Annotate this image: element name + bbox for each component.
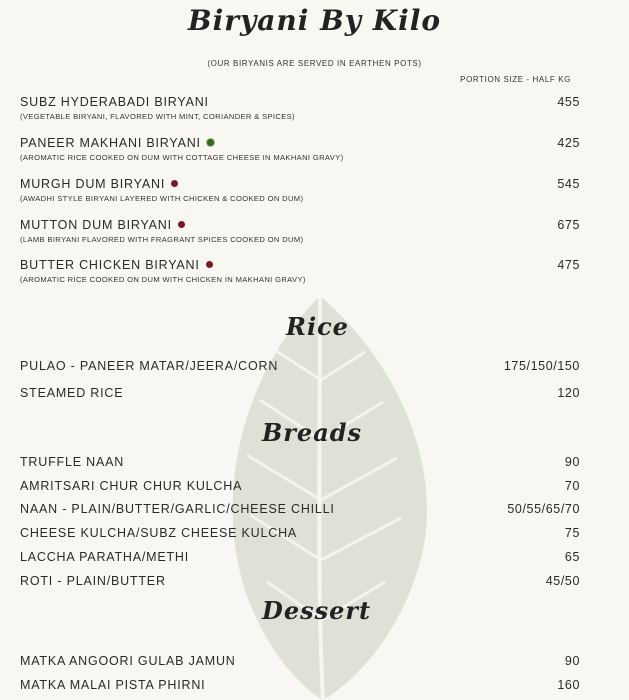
item-price: 675 [557,218,580,232]
item-name: NAAN - PLAIN/BUTTER/GARLIC/CHEESE CHILLI [20,502,335,516]
item-price: 90 [564,654,580,668]
section-heading-breads: Breads [262,418,363,447]
item-price: 455 [557,95,580,109]
item-price: 45/50 [545,574,580,588]
item-description: (LAMB BIRYANI FLAVORED WITH FRAGRANT SPICES COOKED ON DUM) [20,235,304,244]
menu-item [20,258,580,284]
item-name: ROTI - PLAIN/BUTTER [20,574,166,588]
item-name: MUTTON DUM BIRYANI [20,218,172,232]
menu-item [20,678,580,692]
menu-item [20,218,580,244]
non-veg-marker-icon [171,180,178,187]
item-name: BUTTER CHICKEN BIRYANI [20,258,200,272]
menu-subtitle: (OUR BIRYANIS ARE SERVED IN EARTHEN POTS) [207,59,422,68]
menu-item [20,455,580,469]
item-name: SUBZ HYDERABADI BIRYANI [20,95,209,109]
leaf-watermark-icon [205,290,435,700]
menu-item [20,177,580,203]
item-price: 65 [564,550,580,564]
item-description: (AROMATIC RICE COOKED ON DUM WITH COTTAGE CHEESE IN MAKHANI GRAVY) [20,153,344,162]
item-description: (AROMATIC RICE COOKED ON DUM WITH CHICKEN IN MAKHANI GRAVY) [20,275,306,284]
item-description: (AWADHI STYLE BIRYANI LAYERED WITH CHICKEN & COOKED ON DUM) [20,194,304,203]
menu-item [20,654,580,668]
item-description: (VEGETABLE BIRYANI, FLAVORED WITH MINT, CORIANDER & SPICES) [20,112,295,121]
item-name: PANEER MAKHANI BIRYANI [20,136,201,150]
menu-item [20,550,580,564]
item-name: LACCHA PARATHA/METHI [20,550,190,564]
menu-item [20,386,580,400]
menu-item [20,574,580,588]
menu-item [20,502,580,516]
non-veg-marker-icon [206,261,213,268]
item-price: 120 [557,386,580,400]
item-price: 160 [557,678,580,692]
item-price: 175/150/150 [503,359,580,373]
menu-item [20,136,580,162]
veg-marker-icon [207,139,214,146]
item-price: 425 [557,136,580,150]
portion-size-note: PORTION SIZE - HALF KG [460,75,571,84]
item-name: PULAO - PANEER MATAR/JEERA/CORN [20,359,279,373]
item-name: TRUFFLE NAAN [20,455,125,469]
menu-item [20,479,580,493]
section-heading-rice: Rice [286,312,349,341]
item-price: 545 [557,177,580,191]
item-price: 50/55/65/70 [507,502,580,516]
item-price: 90 [564,455,580,469]
item-name: STEAMED RICE [20,386,124,400]
menu-item [20,359,580,373]
item-price: 75 [564,526,580,540]
item-name: MURGH DUM BIRYANI [20,177,166,191]
non-veg-marker-icon [178,221,185,228]
item-name: AMRITSARI CHUR CHUR KULCHA [20,479,243,493]
item-name: CHEESE KULCHA/SUBZ CHEESE KULCHA [20,526,298,540]
item-price: 70 [564,479,580,493]
item-price: 475 [557,258,580,272]
menu-item [20,95,580,121]
item-name: MATKA ANGOORI GULAB JAMUN [20,654,236,668]
menu-title: Biryani By Kilo [187,4,442,37]
item-name: MATKA MALAI PISTA PHIRNI [20,678,206,692]
menu-item [20,526,580,540]
section-heading-dessert: Dessert [262,596,372,625]
